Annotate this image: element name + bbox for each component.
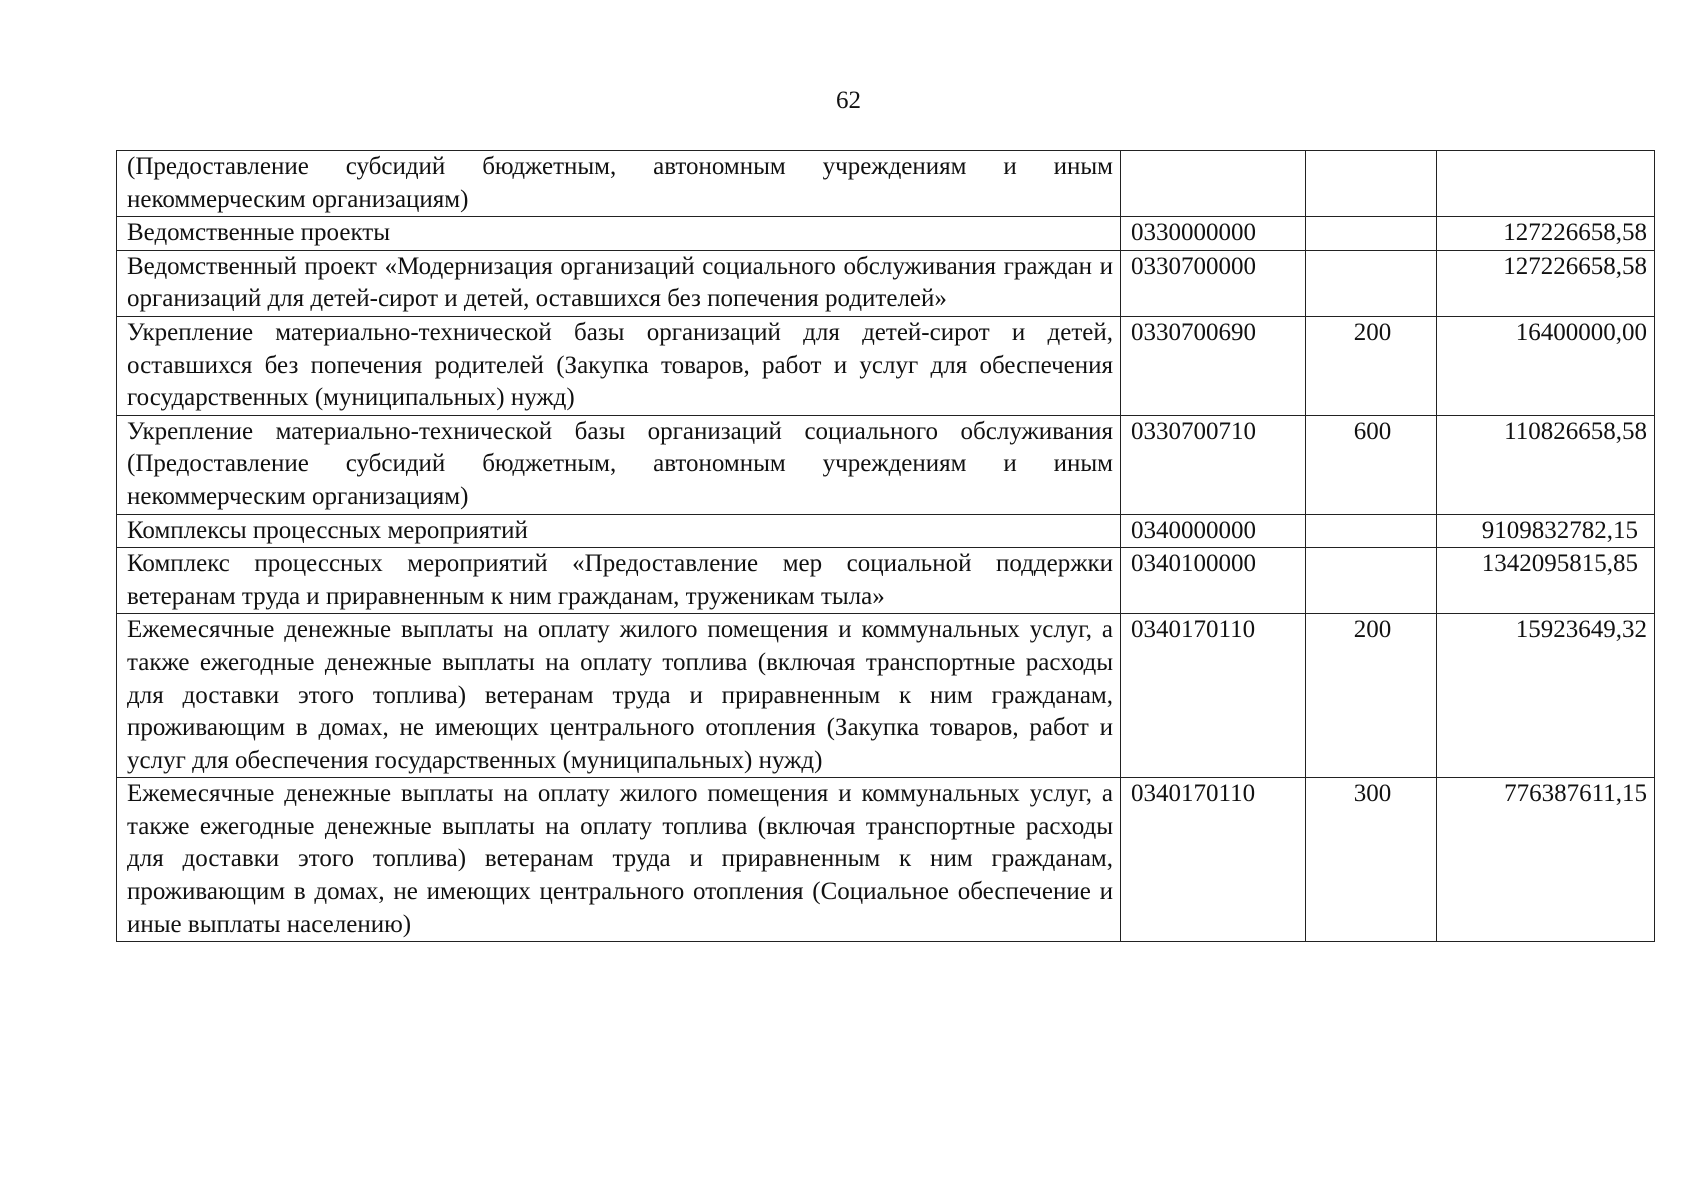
row-type-cell: 300 bbox=[1306, 778, 1437, 942]
row-sum-cell: 1342095815,85 bbox=[1437, 548, 1655, 614]
table-row bbox=[117, 778, 1655, 942]
row-code-cell: 0330700710 bbox=[1121, 415, 1306, 514]
row-name-cell: Ежемесячные денежные выплаты на оплату жилого помещения и коммунальных услуг, а также ежегодные денежные выплаты на оплату топлива (включая транспортные расходы для доставки этого топлива) ветеранам труда и приравненным к ним гражданам, проживающим в домах, не имеющих центрального отопления (Закупка товаров, работ и услуг для обеспечения государственных (муниципальных) нужд) bbox=[117, 614, 1121, 778]
row-sum-cell: 9109832782,15 bbox=[1437, 514, 1655, 548]
row-type-cell bbox=[1306, 217, 1437, 251]
row-sum-cell: 16400000,00 bbox=[1437, 316, 1655, 415]
table-row bbox=[117, 217, 1655, 251]
budget-table bbox=[116, 150, 1655, 942]
row-code-cell bbox=[1121, 151, 1306, 217]
row-name-cell: Ежемесячные денежные выплаты на оплату жилого помещения и коммунальных услуг, а также ежегодные денежные выплаты на оплату топлива (включая транспортные расходы для доставки этого топлива) ветеранам труда и приравненным к ним гражданам, проживающим в домах, не имеющих центрального отопления (Социальное обеспечение и иные выплаты населению) bbox=[117, 778, 1121, 942]
row-code-cell: 0340000000 bbox=[1121, 514, 1306, 548]
row-type-cell bbox=[1306, 514, 1437, 548]
row-type-cell bbox=[1306, 250, 1437, 316]
table-row bbox=[117, 415, 1655, 514]
table-row bbox=[117, 250, 1655, 316]
row-type-cell: 200 bbox=[1306, 316, 1437, 415]
row-name-cell: Ведомственные проекты bbox=[117, 217, 1121, 251]
table-row bbox=[117, 316, 1655, 415]
row-type-cell: 200 bbox=[1306, 614, 1437, 778]
row-code-cell: 0340170110 bbox=[1121, 614, 1306, 778]
row-code-cell: 0330700690 bbox=[1121, 316, 1306, 415]
row-type-cell bbox=[1306, 151, 1437, 217]
row-sum-cell: 127226658,58 bbox=[1437, 250, 1655, 316]
row-name-cell: Комплекс процессных мероприятий «Предоставление мер социальной поддержки ветеранам труда и приравненным к ним гражданам, труженикам тыла» bbox=[117, 548, 1121, 614]
row-sum-cell: 110826658,58 bbox=[1437, 415, 1655, 514]
table-row bbox=[117, 548, 1655, 614]
row-code-cell: 0330700000 bbox=[1121, 250, 1306, 316]
row-type-cell bbox=[1306, 548, 1437, 614]
row-type-cell: 600 bbox=[1306, 415, 1437, 514]
table-row bbox=[117, 514, 1655, 548]
row-code-cell: 0330000000 bbox=[1121, 217, 1306, 251]
row-code-cell: 0340170110 bbox=[1121, 778, 1306, 942]
row-name-cell: Укрепление материально-технической базы организаций социального обслуживания (Предоставление субсидий бюджетным, автономным учреждениям и иным некоммерческим организациям) bbox=[117, 415, 1121, 514]
row-code-cell: 0340100000 bbox=[1121, 548, 1306, 614]
row-sum-cell: 15923649,32 bbox=[1437, 614, 1655, 778]
row-sum-cell: 776387611,15 bbox=[1437, 778, 1655, 942]
row-name-cell: Ведомственный проект «Модернизация организаций социального обслуживания граждан и организаций для детей-сирот и детей, оставшихся без попечения родителей» bbox=[117, 250, 1121, 316]
table-row bbox=[117, 151, 1655, 217]
page-number: 62 bbox=[836, 87, 861, 114]
table-row bbox=[117, 614, 1655, 778]
row-name-cell: (Предоставление субсидий бюджетным, автономным учреждениям и иным некоммерческим организациям) bbox=[117, 151, 1121, 217]
row-name-cell: Укрепление материально-технической базы организаций для детей-сирот и детей, оставшихся без попечения родителей (Закупка товаров, работ и услуг для обеспечения государственных (муниципальных) нужд) bbox=[117, 316, 1121, 415]
row-sum-cell bbox=[1437, 151, 1655, 217]
row-name-cell: Комплексы процессных мероприятий bbox=[117, 514, 1121, 548]
row-sum-cell: 127226658,58 bbox=[1437, 217, 1655, 251]
